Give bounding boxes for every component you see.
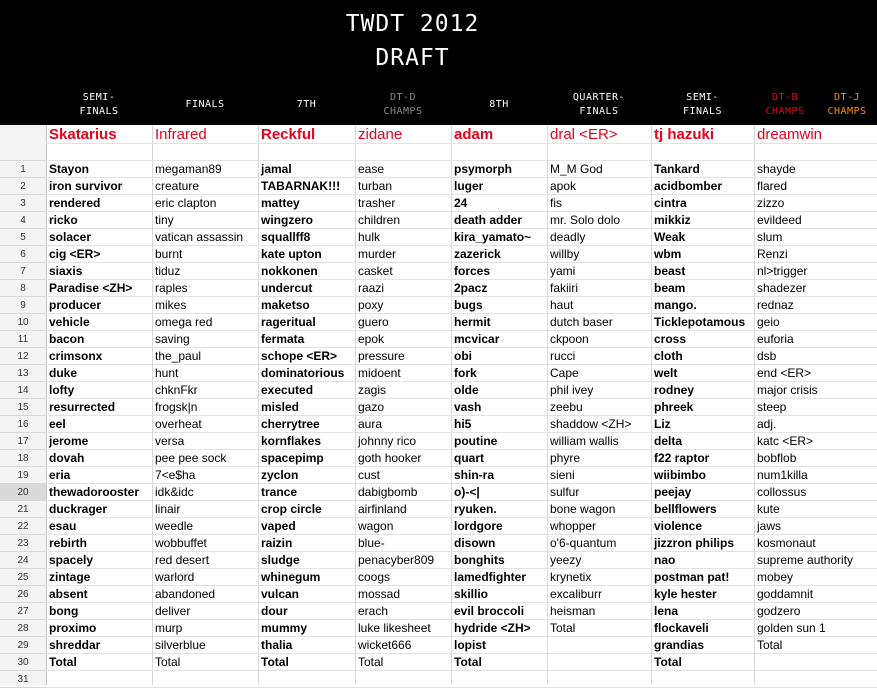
draft-pick-cell[interactable]: wingzero (261, 213, 314, 227)
draft-pick-cell[interactable]: pee pee sock (155, 451, 227, 465)
draft-pick-cell[interactable]: beam (654, 281, 686, 295)
draft-pick-cell[interactable]: Total (49, 655, 77, 669)
draft-pick-cell[interactable]: nao (654, 553, 676, 567)
draft-pick-cell[interactable]: adj. (757, 417, 777, 431)
draft-pick-cell[interactable]: omega red (155, 315, 213, 329)
draft-pick-cell[interactable]: siaxis (49, 264, 83, 278)
draft-pick-cell[interactable]: squallff8 (261, 230, 311, 244)
draft-pick-cell[interactable]: 2pacz (454, 281, 488, 295)
draft-pick-cell[interactable]: solacer (49, 230, 92, 244)
draft-pick-cell[interactable]: fakiiri (550, 281, 579, 295)
draft-pick-cell[interactable]: burnt (155, 247, 183, 261)
row-number[interactable]: 9 (0, 297, 46, 314)
draft-pick-cell[interactable]: mr. Solo dolo (550, 213, 621, 227)
draft-pick-cell[interactable]: trasher (358, 196, 396, 210)
draft-pick-cell[interactable]: sludge (261, 553, 300, 567)
draft-pick-cell[interactable]: wagon (358, 519, 394, 533)
draft-pick-cell[interactable]: resurrected (49, 400, 116, 414)
draft-pick-cell[interactable]: willby (550, 247, 580, 261)
draft-pick-cell[interactable]: children (358, 213, 401, 227)
draft-pick-cell[interactable]: midoent (358, 366, 401, 380)
draft-pick-cell[interactable]: Total (757, 638, 783, 652)
draft-pick-cell[interactable]: tiduz (155, 264, 181, 278)
draft-pick-cell[interactable]: blue- (358, 536, 385, 550)
draft-pick-cell[interactable]: Total (261, 655, 289, 669)
draft-pick-cell[interactable]: geio (757, 315, 780, 329)
captain-cell[interactable]: Infrared (155, 126, 207, 143)
column-header: 7TH (296, 99, 317, 110)
draft-pick-cell[interactable]: TABARNAK!!! (261, 179, 341, 193)
draft-pick-cell[interactable]: gazo (358, 400, 385, 414)
draft-pick-cell[interactable]: cust (358, 468, 381, 482)
row-number[interactable] (0, 144, 46, 161)
draft-pick-cell[interactable]: coogs (358, 570, 391, 584)
draft-pick-cell[interactable]: phreek (654, 400, 694, 414)
draft-pick-cell[interactable]: hi5 (454, 417, 472, 431)
draft-pick-cell[interactable]: rodney (654, 383, 695, 397)
row-number[interactable]: 2 (0, 178, 46, 195)
row-number[interactable]: 31 (0, 671, 46, 688)
captain-cell[interactable]: dreamwin (757, 126, 823, 143)
draft-pick-cell[interactable]: mossad (358, 587, 401, 601)
draft-pick-cell[interactable]: eric clapton (155, 196, 217, 210)
row-number[interactable]: 11 (0, 331, 46, 348)
draft-pick-cell[interactable]: 24 (454, 196, 468, 210)
draft-pick-cell[interactable]: luke likesheet (358, 621, 431, 635)
row-number[interactable]: 6 (0, 246, 46, 263)
draft-pick-cell[interactable]: poxy (358, 298, 384, 312)
draft-pick-cell[interactable]: the_paul (155, 349, 202, 363)
draft-pick-cell[interactable]: trance (261, 485, 298, 499)
captain-cell[interactable]: Skatarius (49, 126, 117, 143)
draft-pick-cell[interactable]: euforia (757, 332, 794, 346)
draft-pick-cell[interactable]: cig <ER> (49, 247, 101, 261)
captain-cell[interactable]: zidane (358, 126, 403, 143)
draft-pick-cell[interactable]: dutch baser (550, 315, 613, 329)
draft-pick-cell[interactable]: acidbomber (654, 179, 723, 193)
draft-pick-cell[interactable]: skillio (454, 587, 489, 601)
draft-pick-cell[interactable]: abandoned (155, 587, 216, 601)
draft-pick-cell[interactable]: Tankard (654, 162, 700, 176)
column-header: DT-B CHAMPS (765, 92, 805, 117)
draft-pick-cell[interactable]: zizzo (757, 196, 785, 210)
draft-pick-cell[interactable]: lordgore (454, 519, 503, 533)
draft-pick-cell[interactable]: duke (49, 366, 78, 380)
draft-pick-cell[interactable]: kate upton (261, 247, 322, 261)
draft-pick-cell[interactable]: rageritual (261, 315, 316, 329)
draft-pick-cell[interactable]: beast (654, 264, 686, 278)
draft-pick-cell[interactable]: Cape (550, 366, 579, 380)
row-number-column (0, 125, 47, 685)
draft-pick-cell[interactable] (547, 637, 651, 654)
draft-pick-cell[interactable]: Paradise <ZH> (49, 281, 133, 295)
draft-pick-cell[interactable]: apok (550, 179, 577, 193)
draft-pick-cell[interactable]: excaliburr (550, 587, 603, 601)
draft-pick-cell[interactable]: zyclon (261, 468, 299, 482)
draft-pick-cell[interactable]: wiibimbo (654, 468, 706, 482)
draft-pick-cell[interactable]: jizzron philips (654, 536, 734, 550)
captain-cell[interactable]: dral <ER> (550, 126, 618, 143)
draft-pick-cell[interactable]: vaped (261, 519, 296, 533)
draft-pick-cell[interactable]: haut (550, 298, 574, 312)
draft-pick-cell[interactable]: wobbuffet (155, 536, 207, 550)
draft-pick-cell[interactable]: phil ivey (550, 383, 594, 397)
draft-pick-cell[interactable]: Total (155, 655, 181, 669)
draft-pick-cell[interactable]: undercut (261, 281, 313, 295)
row-number[interactable]: 20 (0, 484, 46, 501)
draft-pick-cell[interactable]: iron survivor (49, 179, 123, 193)
draft-pick-cell[interactable]: rednaz (757, 298, 794, 312)
draft-pick-cell[interactable]: whopper (550, 519, 597, 533)
draft-pick-cell[interactable]: peejay (654, 485, 692, 499)
draft-pick-cell[interactable]: welt (654, 366, 678, 380)
row-number[interactable]: 13 (0, 365, 46, 382)
draft-pick-cell[interactable]: jerome (49, 434, 89, 448)
draft-pick-cell[interactable]: Liz (654, 417, 671, 431)
draft-pick-cell[interactable]: red desert (155, 553, 210, 567)
draft-pick-cell[interactable]: megaman89 (155, 162, 222, 176)
draft-pick-cell[interactable]: eel (49, 417, 66, 431)
row-number[interactable]: 17 (0, 433, 46, 450)
draft-pick-cell[interactable]: M_M God (550, 162, 603, 176)
draft-pick-cell[interactable]: crop circle (261, 502, 322, 516)
draft-pick-cell[interactable]: o)-<| (454, 485, 480, 499)
draft-pick-cell[interactable]: sulfur (550, 485, 580, 499)
draft-pick-cell[interactable]: goth hooker (358, 451, 422, 465)
draft-pick-cell[interactable]: shayde (757, 162, 796, 176)
draft-pick-cell[interactable]: turban (358, 179, 393, 193)
draft-pick-cell[interactable]: bong (49, 604, 79, 618)
draft-pick-cell[interactable]: lena (654, 604, 679, 618)
draft-pick-cell[interactable]: dsb (757, 349, 777, 363)
row-number[interactable]: 10 (0, 314, 46, 331)
draft-pick-cell[interactable]: murp (155, 621, 183, 635)
draft-pick-cell[interactable]: poutine (454, 434, 498, 448)
row-number[interactable]: 27 (0, 603, 46, 620)
draft-pick-cell[interactable]: Renzi (757, 247, 788, 261)
draft-pick-cell[interactable] (754, 654, 877, 671)
column-header: DT-D CHAMPS (383, 92, 423, 117)
draft-pick-cell[interactable]: quart (454, 451, 484, 465)
draft-pick-cell[interactable]: proximo (49, 621, 97, 635)
draft-pick-cell[interactable]: cintra (654, 196, 687, 210)
draft-pick-cell[interactable]: guero (358, 315, 389, 329)
row-number[interactable]: 4 (0, 212, 46, 229)
draft-pick-cell[interactable]: goddamnit (757, 587, 814, 601)
row-number[interactable]: 22 (0, 518, 46, 535)
draft-pick-cell[interactable]: kute (757, 502, 780, 516)
draft-pick-cell[interactable]: psymorph (454, 162, 513, 176)
draft-pick-cell[interactable]: shreddar (49, 638, 101, 652)
draft-pick-cell[interactable]: vehicle (49, 315, 90, 329)
draft-pick-cell[interactable]: maketso (261, 298, 310, 312)
draft-pick-cell[interactable]: erach (358, 604, 389, 618)
row-number[interactable]: 7 (0, 263, 46, 280)
draft-pick-cell[interactable]: mobey (757, 570, 794, 584)
draft-pick-cell[interactable]: absent (49, 587, 88, 601)
draft-pick-cell[interactable]: bonghits (454, 553, 505, 567)
draft-pick-cell[interactable]: supreme authority (757, 553, 854, 567)
draft-pick-cell[interactable]: idk&idc (155, 485, 194, 499)
draft-pick-cell[interactable]: steep (757, 400, 787, 414)
captain-cell[interactable]: adam (454, 126, 494, 143)
draft-pick-cell[interactable]: deadly (550, 230, 586, 244)
draft-pick-cell[interactable]: Total (358, 655, 384, 669)
draft-pick-cell[interactable]: lamedfighter (454, 570, 527, 584)
captain-cell[interactable]: Reckful (261, 126, 316, 143)
row-number[interactable]: 18 (0, 450, 46, 467)
draft-pick-cell[interactable]: zazerick (454, 247, 501, 261)
draft-pick-cell[interactable]: cloth (654, 349, 683, 363)
draft-pick-cell[interactable]: evil broccoli (454, 604, 525, 618)
draft-pick-cell[interactable]: bobflob (757, 451, 797, 465)
draft-pick-cell[interactable]: raizin (261, 536, 293, 550)
draft-pick-cell[interactable]: krynetix (550, 570, 592, 584)
draft-pick-cell[interactable]: Total (454, 655, 482, 669)
draft-pick-cell[interactable]: misled (261, 400, 300, 414)
draft-pick-cell[interactable]: wicket666 (358, 638, 412, 652)
draft-pick-cell[interactable]: creature (155, 179, 200, 193)
title-banner (0, 0, 877, 125)
draft-pick-cell[interactable]: thewadorooster (49, 485, 140, 499)
draft-pick-cell[interactable]: zeebu (550, 400, 583, 414)
draft-pick-cell[interactable]: ricko (49, 213, 78, 227)
draft-pick-cell[interactable]: spacepimp (261, 451, 324, 465)
draft-pick-cell[interactable]: fork (454, 366, 477, 380)
draft-pick-cell[interactable]: silverblue (155, 638, 206, 652)
draft-pick-cell[interactable]: sieni (550, 468, 575, 482)
draft-pick-cell[interactable]: mattey (261, 196, 300, 210)
column-header: SEMI- FINALS (79, 92, 119, 117)
row-number[interactable]: 23 (0, 535, 46, 552)
draft-pick-cell[interactable]: deliver (155, 604, 191, 618)
draft-pick-cell[interactable]: phyre (550, 451, 581, 465)
draft-pick-cell[interactable]: vatican assassin (155, 230, 244, 244)
draft-pick-cell[interactable]: kira_yamato~ (454, 230, 532, 244)
draft-pick-cell[interactable]: bacon (49, 332, 85, 346)
draft-pick-cell[interactable]: nl>trigger (757, 264, 808, 278)
draft-pick-cell[interactable]: producer (49, 298, 102, 312)
draft-pick-cell[interactable]: dominatorious (261, 366, 345, 380)
draft-pick-cell[interactable]: collossus (757, 485, 807, 499)
draft-pick-cell[interactable]: rendered (49, 196, 101, 210)
draft-pick-cell[interactable]: luger (454, 179, 484, 193)
draft-pick-cell[interactable]: olde (454, 383, 479, 397)
draft-pick-cell[interactable]: mango. (654, 298, 697, 312)
row-number[interactable]: 15 (0, 399, 46, 416)
row-number[interactable]: 19 (0, 467, 46, 484)
draft-pick-cell[interactable]: Total (550, 621, 576, 635)
draft-pick-cell[interactable]: fermata (261, 332, 305, 346)
draft-pick-cell[interactable]: eria (49, 468, 71, 482)
draft-pick-cell[interactable]: nokkonen (261, 264, 318, 278)
draft-pick-cell[interactable]: jamal (261, 162, 292, 176)
draft-pick-cell[interactable]: johnny rico (358, 434, 417, 448)
row-number[interactable]: 8 (0, 280, 46, 297)
draft-pick-cell[interactable]: shaddow <ZH> (550, 417, 632, 431)
row-number[interactable]: 25 (0, 569, 46, 586)
draft-pick-cell[interactable]: obi (454, 349, 472, 363)
row-number[interactable]: 24 (0, 552, 46, 569)
draft-pick-cell[interactable]: frogsk|n (155, 400, 198, 414)
column-header: FINALS (185, 99, 225, 110)
draft-pick-cell[interactable]: lofty (49, 383, 75, 397)
draft-pick-cell[interactable]: rucci (550, 349, 576, 363)
draft-pick-cell[interactable]: bone wagon (550, 502, 616, 516)
draft-pick-cell[interactable]: Weak (654, 230, 686, 244)
draft-pick-cell[interactable]: duckrager (49, 502, 108, 516)
draft-pick-cell[interactable]: murder (358, 247, 397, 261)
draft-pick-cell[interactable]: hunt (155, 366, 179, 380)
draft-pick-cell[interactable]: mummy (261, 621, 308, 635)
draft-pick-cell[interactable]: tiny (155, 213, 174, 227)
draft-pick-cell[interactable]: lopist (454, 638, 486, 652)
draft-pick-cell[interactable]: heisman (550, 604, 596, 618)
draft-pick-cell[interactable]: schope <ER> (261, 349, 338, 363)
draft-pick-cell[interactable]: end <ER> (757, 366, 812, 380)
draft-pick-cell[interactable]: flared (757, 179, 788, 193)
draft-pick-cell[interactable]: yeezy (550, 553, 582, 567)
draft-pick-cell[interactable]: Ticklepotamous (654, 315, 746, 329)
draft-pick-cell[interactable]: ease (358, 162, 385, 176)
draft-pick-cell[interactable]: o'6-quantum (550, 536, 617, 550)
row-number[interactable]: 14 (0, 382, 46, 399)
draft-pick-cell[interactable]: weedle (155, 519, 194, 533)
column-header: QUARTER- FINALS (572, 92, 626, 117)
draft-pick-cell[interactable]: kyle hester (654, 587, 717, 601)
draft-pick-cell[interactable]: casket (358, 264, 393, 278)
draft-pick-cell[interactable]: violence (654, 519, 703, 533)
draft-pick-cell[interactable]: wbm (654, 247, 682, 261)
draft-pick-cell[interactable]: bugs (454, 298, 483, 312)
draft-pick-cell[interactable]: aura (358, 417, 383, 431)
draft-pick-cell[interactable]: kosmonaut (757, 536, 816, 550)
draft-pick-cell[interactable]: mikes (155, 298, 187, 312)
draft-pick-cell[interactable]: fis (550, 196, 562, 210)
draft-pick-cell[interactable]: rebirth (49, 536, 88, 550)
draft-pick-cell[interactable]: forces (454, 264, 491, 278)
draft-pick-cell[interactable]: pressure (358, 349, 405, 363)
draft-pick-cell[interactable]: cross (654, 332, 687, 346)
draft-pick-cell[interactable]: golden sun 1 (757, 621, 826, 635)
column-header: SEMI- FINALS (682, 92, 723, 117)
draft-pick-cell[interactable]: mikkiz (654, 213, 691, 227)
column-header: 8TH (489, 99, 509, 110)
draft-pick-cell[interactable]: dabigbomb (358, 485, 418, 499)
draft-pick-cell[interactable]: whinegum (261, 570, 321, 584)
draft-pick-cell[interactable]: raples (155, 281, 188, 295)
row-number[interactable]: 12 (0, 348, 46, 365)
draft-pick-cell[interactable]: katc <ER> (757, 434, 814, 448)
draft-pick-cell[interactable]: dovah (49, 451, 85, 465)
draft-pick-cell[interactable]: vash (454, 400, 482, 414)
draft-pick-cell[interactable]: ryuken. (454, 502, 497, 516)
draft-pick-cell[interactable]: vulcan (261, 587, 300, 601)
draft-pick-cell[interactable] (547, 654, 651, 671)
draft-pick-cell[interactable]: dour (261, 604, 288, 618)
draft-pick-cell[interactable]: jaws (757, 519, 782, 533)
draft-pick-cell[interactable]: overheat (155, 417, 202, 431)
draft-pick-cell[interactable]: num1killa (757, 468, 808, 482)
column-header: DT-J CHAMPS (827, 92, 867, 117)
draft-pick-cell[interactable]: slum (757, 230, 783, 244)
draft-pick-cell[interactable]: flockaveli (654, 621, 709, 635)
draft-pick-cell[interactable]: saving (155, 332, 190, 346)
draft-pick-cell[interactable]: chknFkr (155, 383, 198, 397)
draft-pick-cell[interactable]: hydride <ZH> (454, 621, 531, 635)
draft-pick-cell[interactable]: thalia (261, 638, 293, 652)
draft-pick-cell[interactable]: death adder (454, 213, 523, 227)
row-number[interactable]: 28 (0, 620, 46, 637)
draft-pick-cell[interactable]: epok (358, 332, 385, 346)
draft-pick-cell[interactable]: grandias (654, 638, 705, 652)
draft-pick-cell[interactable]: bellflowers (654, 502, 717, 516)
draft-pick-cell[interactable]: major crisis (757, 383, 818, 397)
banner-subtitle: DRAFT (375, 45, 450, 71)
banner-title: TWDT 2012 (345, 11, 480, 37)
draft-pick-cell[interactable]: disown (454, 536, 496, 550)
draft-pick-cell[interactable]: william wallis (550, 434, 619, 448)
draft-pick-cell[interactable]: crimsonx (49, 349, 103, 363)
draft-pick-cell[interactable]: airfinland (358, 502, 407, 516)
row-number[interactable]: 3 (0, 195, 46, 212)
row-number[interactable]: 5 (0, 229, 46, 246)
draft-pick-cell[interactable]: spacely (49, 553, 94, 567)
draft-pick-cell[interactable]: hulk (358, 230, 381, 244)
draft-pick-cell[interactable]: executed (261, 383, 314, 397)
draft-pick-cell[interactable]: mcvicar (454, 332, 500, 346)
row-number[interactable]: 1 (0, 161, 46, 178)
row-number[interactable]: 26 (0, 586, 46, 603)
draft-pick-cell[interactable]: Total (654, 655, 682, 669)
draft-pick-cell[interactable]: hermit (454, 315, 491, 329)
draft-pick-cell[interactable]: penacyber809 (358, 553, 435, 567)
draft-pick-cell[interactable]: esau (49, 519, 77, 533)
draft-pick-cell[interactable]: linair (155, 502, 181, 516)
captain-cell[interactable]: tj hazuki (654, 126, 715, 143)
draft-pick-cell[interactable]: versa (155, 434, 185, 448)
row-number[interactable]: 16 (0, 416, 46, 433)
draft-pick-cell[interactable]: kornflakes (261, 434, 322, 448)
draft-pick-cell[interactable]: Stayon (49, 162, 90, 176)
draft-pick-cell[interactable]: cherrytree (261, 417, 320, 431)
row-number[interactable]: 30 (0, 654, 46, 671)
draft-pick-cell[interactable]: yami (550, 264, 576, 278)
draft-pick-cell[interactable]: raazi (358, 281, 385, 295)
draft-pick-cell[interactable]: delta (654, 434, 683, 448)
draft-pick-cell[interactable]: 7<e$ha (155, 468, 196, 482)
draft-pick-cell[interactable]: godzero (757, 604, 801, 618)
draft-pick-cell[interactable]: zagis (358, 383, 387, 397)
draft-pick-cell[interactable]: zintage (49, 570, 91, 584)
draft-pick-cell[interactable]: f22 raptor (654, 451, 710, 465)
draft-pick-cell[interactable]: ckpoon (550, 332, 589, 346)
draft-pick-cell[interactable]: warlord (155, 570, 195, 584)
draft-pick-cell[interactable]: shin-ra (454, 468, 495, 482)
draft-pick-cell[interactable]: evildeed (757, 213, 802, 227)
draft-pick-cell[interactable]: postman pat! (654, 570, 730, 584)
row-number[interactable]: 29 (0, 637, 46, 654)
draft-pick-cell[interactable]: shadezer (757, 281, 807, 295)
row-number[interactable]: 21 (0, 501, 46, 518)
